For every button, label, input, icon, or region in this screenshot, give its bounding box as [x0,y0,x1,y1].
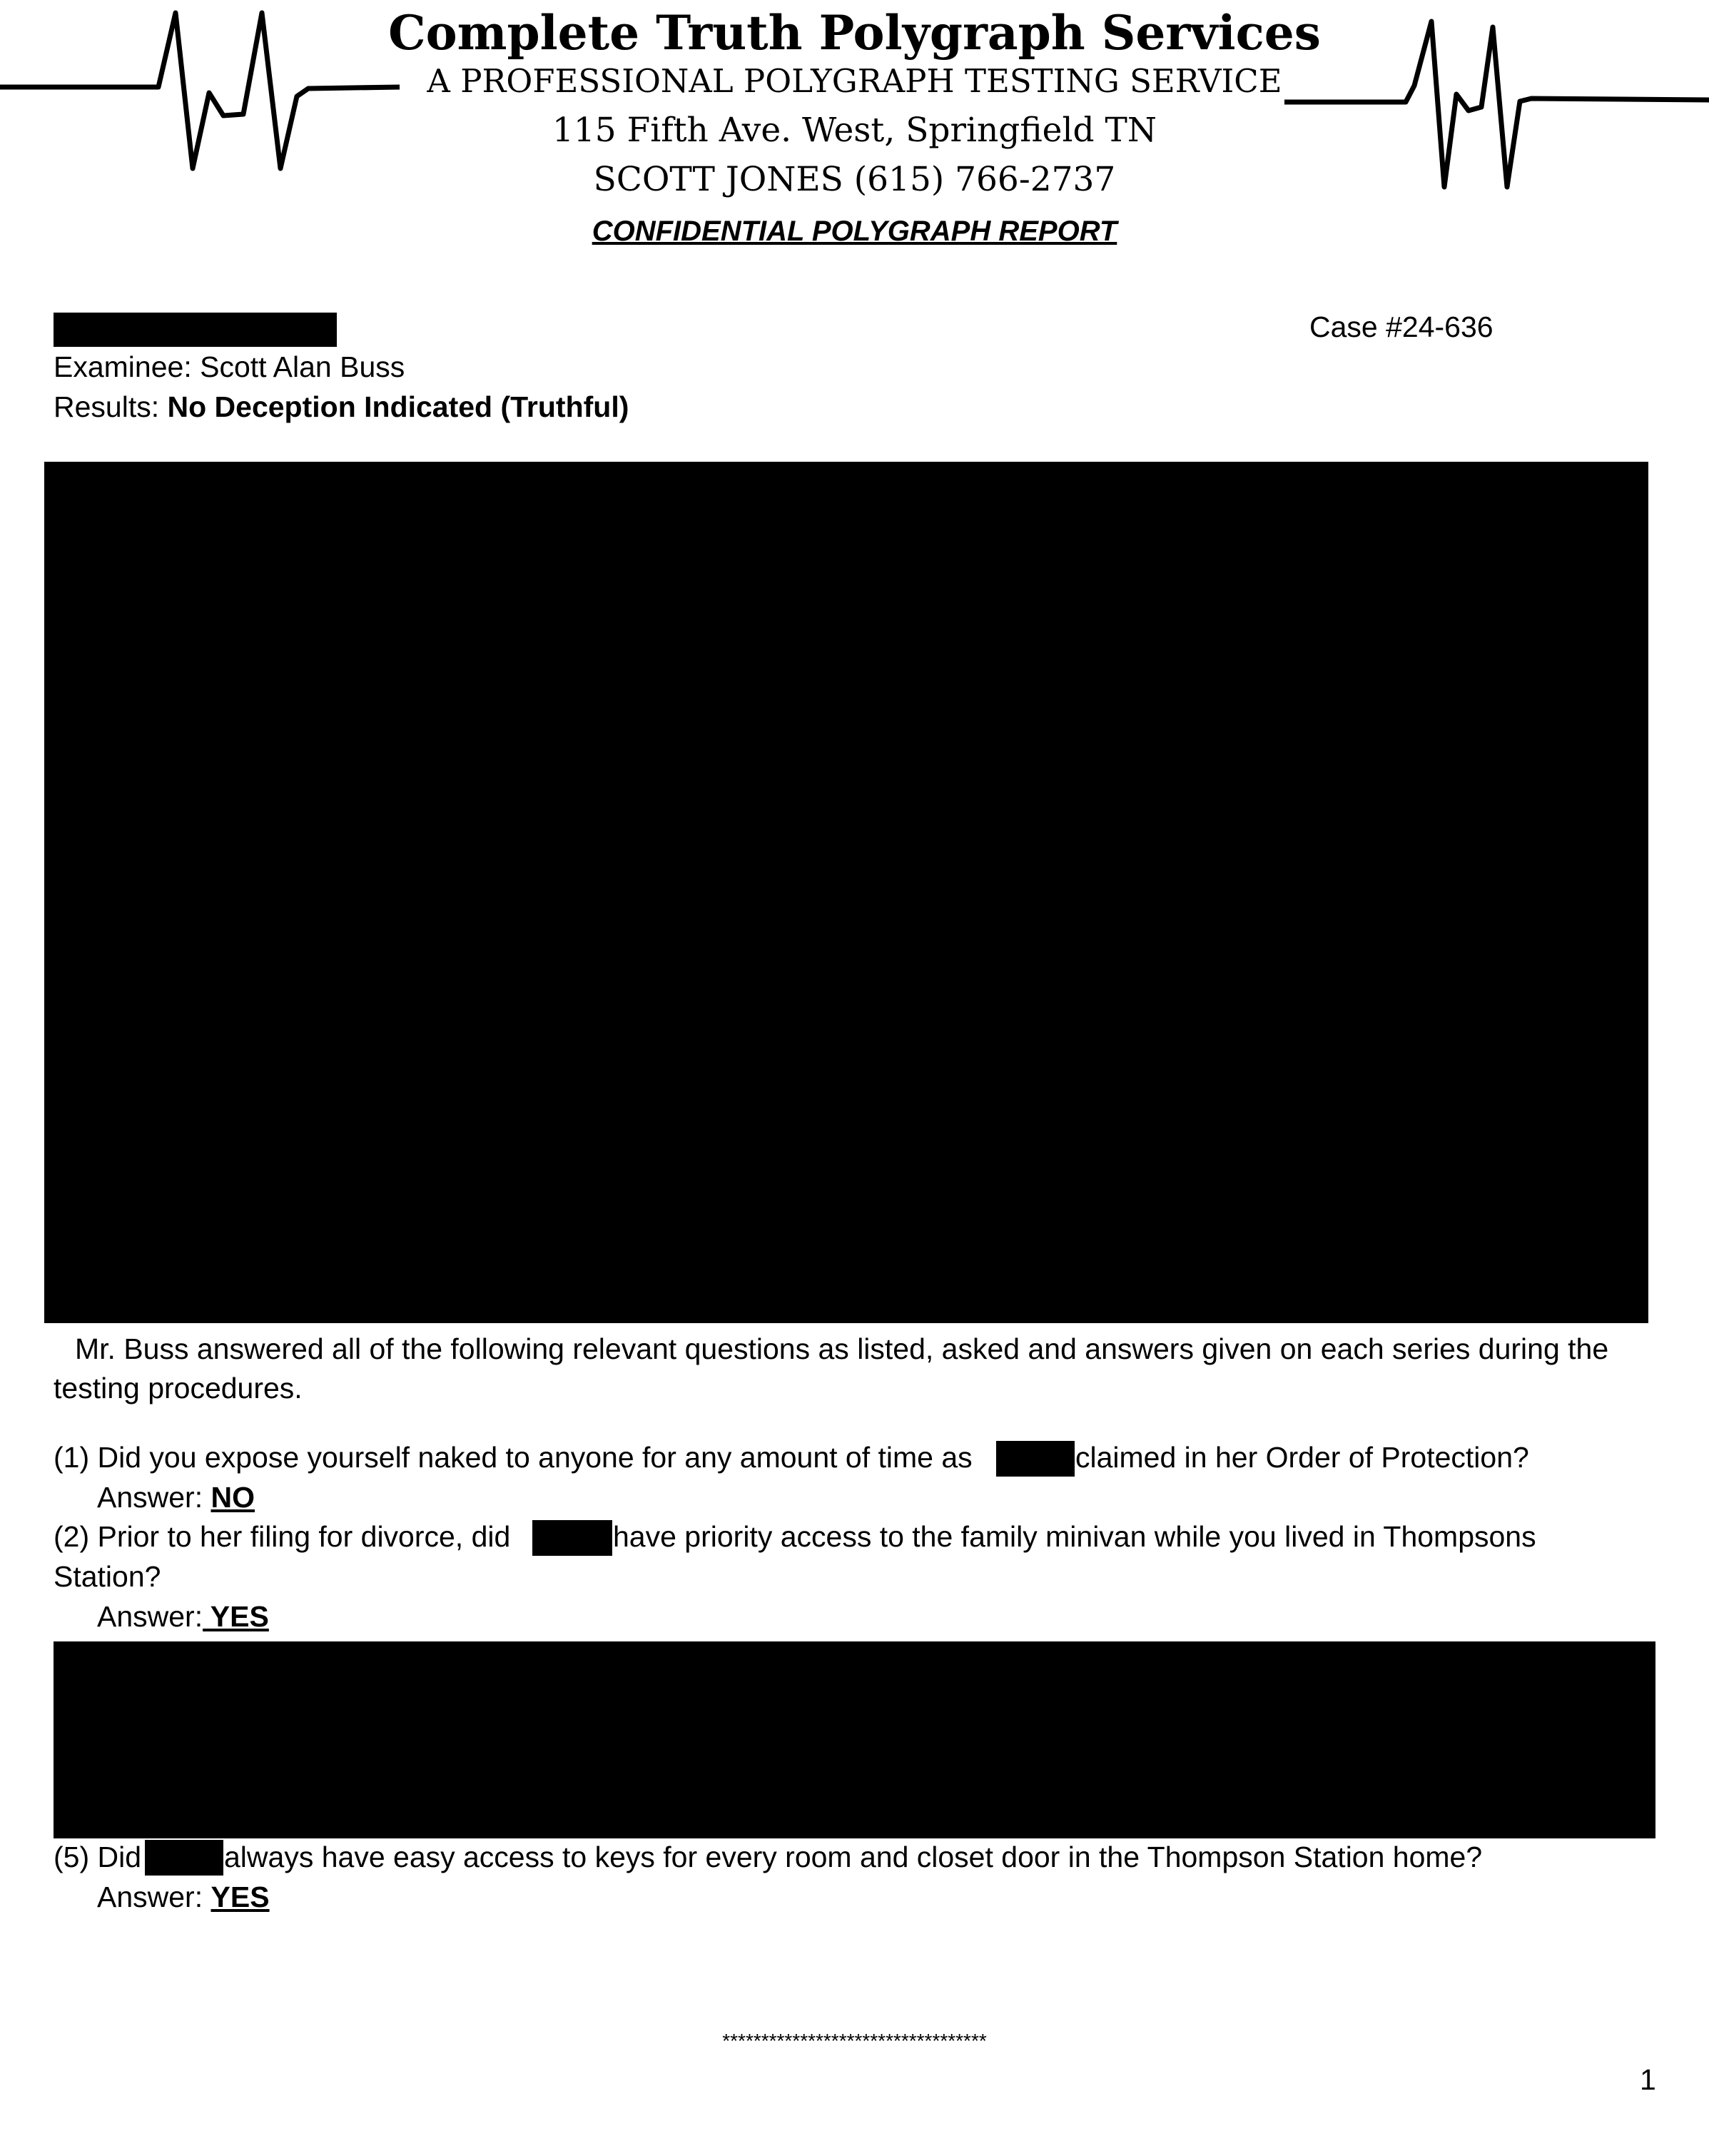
separator-line: ********************************** [722,2030,987,2052]
redacted-block [54,313,337,347]
company-tagline: A PROFESSIONAL POLYGRAPH TESTING SERVICE [427,62,1282,100]
examinee-name: Scott Alan Buss [200,350,405,383]
question-5-text-b: always have easy access to keys for every room and closet door in the Thompson Station home? [224,1841,1483,1873]
question-2-text-a: (2) Prior to her filing for divorce, did [54,1520,511,1553]
question-2-text-c: Station? [54,1560,161,1593]
company-contact: SCOTT JONES (615) 766-2737 [593,160,1116,199]
redacted-block [54,1641,1655,1838]
company-name: Complete Truth Polygraph Services [388,5,1321,61]
question-1-text-a: (1) Did you expose yourself naked to anyone for any amount of time as [54,1441,973,1474]
question-5-text-a: (5) Did [54,1841,142,1873]
answer-label: Answer: [97,1881,211,1913]
results-label: Results: [54,390,168,423]
examinee-line [54,348,405,385]
question-1-answer [97,1479,255,1516]
redacted-name [996,1441,1075,1477]
question-5-answer [97,1878,270,1915]
question-2-answer [97,1598,269,1635]
answer-label: Answer: [97,1481,211,1514]
company-address: 115 Fifth Ave. West, Springfield TN [552,111,1157,150]
report-title: CONFIDENTIAL POLYGRAPH REPORT [592,216,1117,247]
case-number: Case #24-636 [1309,310,1494,343]
redacted-name [145,1840,223,1876]
answer-value: YES [211,1881,270,1913]
question-1-text-b: claimed in her Order of Protection? [1075,1441,1529,1474]
redacted-block [44,462,1648,1323]
intro-line-1: Mr. Buss answered all of the following relevant questions as listed, asked and answers given on each series during the [75,1332,1609,1365]
examinee-label: Examinee: [54,350,201,383]
results-value: No Deception Indicated (Truthful) [167,390,629,423]
answer-value: YES [203,1600,269,1633]
answer-value: NO [211,1481,255,1514]
question-2-text-b: have priority access to the family minivan while you lived in Thompsons [613,1520,1536,1553]
redacted-name [532,1520,612,1556]
page-number: 1 [1640,2063,1656,2096]
answer-label: Answer: [97,1600,203,1633]
intro-line-2: testing procedures. [54,1372,303,1405]
results-line [54,388,629,425]
